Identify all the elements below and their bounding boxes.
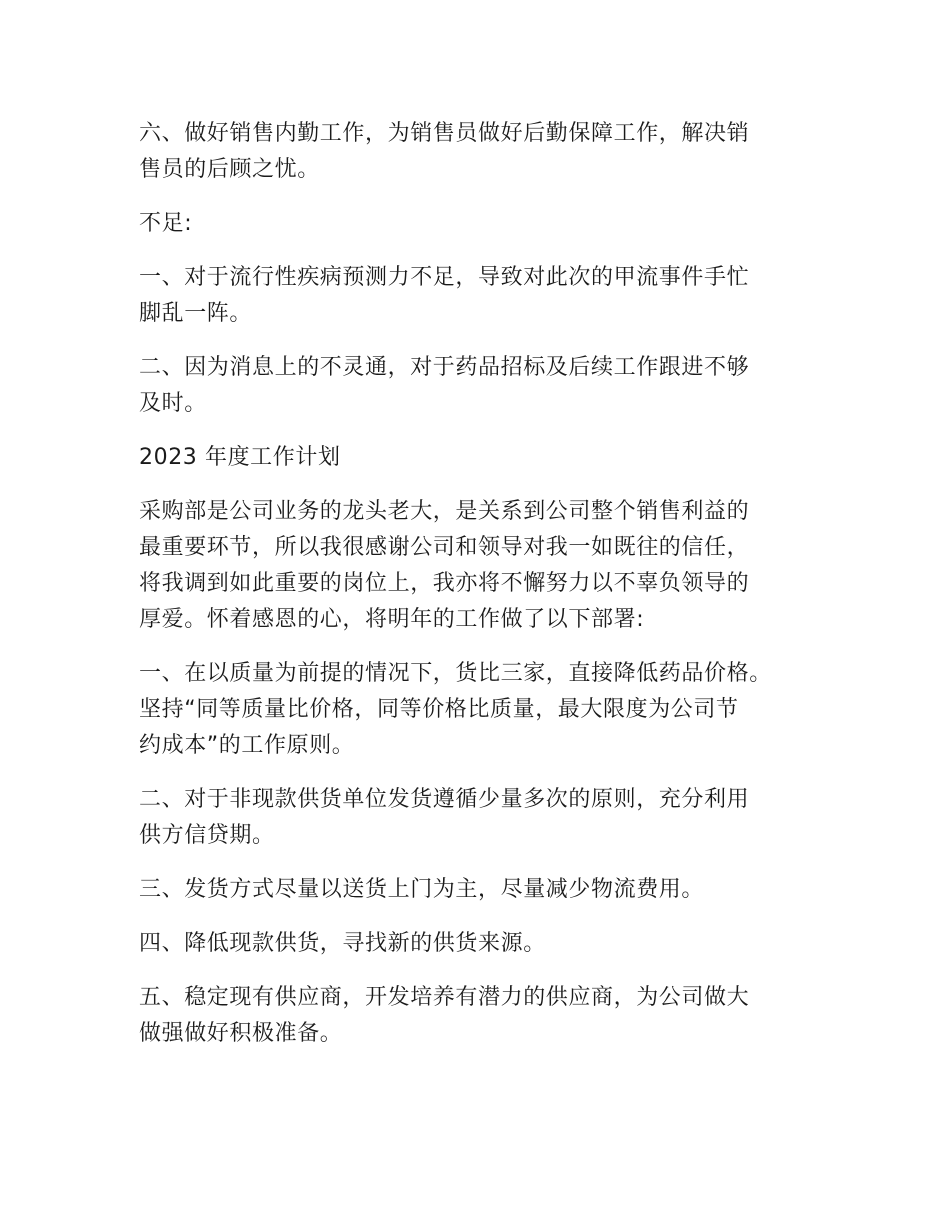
text-line: 约成本”的工作原则。 xyxy=(139,733,355,758)
paragraph-plan-1 xyxy=(139,656,811,764)
text-line: 坚持“同等质量比价格，同等价格比质量，最大限度为公司节 xyxy=(139,697,739,722)
text-line: 供方信贷期。 xyxy=(139,823,275,848)
paragraph-plan-intro xyxy=(139,494,811,638)
text-line: 及时。 xyxy=(139,391,207,416)
paragraph-plan-4 xyxy=(139,926,811,962)
paragraph-plan-3 xyxy=(139,872,811,908)
text-line: 售员的后顾之忧。 xyxy=(139,157,320,182)
text-line: 二、对于非现款供货单位发货遵循少量多次的原则，充分利用 xyxy=(139,787,750,812)
text-line: 二、因为消息上的不灵通，对于药品招标及后续工作跟进不够 xyxy=(139,355,750,380)
paragraph-sales-support xyxy=(139,116,811,188)
paragraph-plan-5 xyxy=(139,980,811,1052)
text-line: 最重要环节，所以我很感谢公司和领导对我一如既往的信任， xyxy=(139,535,750,560)
text-line: 厚爱。怀着感恩的心，将明年的工作做了以下部署: xyxy=(139,607,645,632)
text-line: 做强做好积极准备。 xyxy=(139,1021,343,1046)
paragraph-plan-2 xyxy=(139,782,811,854)
text-line: 一、在以质量为前提的情况下，货比三家，直接降低药品价格。 xyxy=(139,661,772,686)
text-line: 五、稳定现有供应商，开发培养有潜力的供应商，为公司做大 xyxy=(139,985,750,1010)
text-line: 六、做好销售内勤工作，为销售员做好后勤保障工作，解决销 xyxy=(139,121,750,146)
text-line: 一、对于流行性疾病预测力不足，导致对此次的甲流事件手忙 xyxy=(139,265,750,290)
section-heading-work-plan xyxy=(139,440,811,476)
section-heading-shortcomings xyxy=(139,206,811,242)
text-line: 三、发货方式尽量以送货上门为主，尽量减少物流费用。 xyxy=(139,877,705,902)
text-line: 采购部是公司业务的龙头老大，是关系到公司整个销售利益的 xyxy=(139,499,750,524)
paragraph-shortcoming-2 xyxy=(139,350,811,422)
text-line: 四、降低现款供货，寻找新的供货来源。 xyxy=(139,931,546,956)
text-line: 不足: xyxy=(139,211,193,236)
document-body xyxy=(139,116,811,1070)
text-line: 脚乱一阵。 xyxy=(139,301,253,326)
text-line: 2023 年度工作计划 xyxy=(139,445,341,470)
text-line: 将我调到如此重要的岗位上，我亦将不懈努力以不辜负领导的 xyxy=(139,571,750,596)
paragraph-shortcoming-1 xyxy=(139,260,811,332)
